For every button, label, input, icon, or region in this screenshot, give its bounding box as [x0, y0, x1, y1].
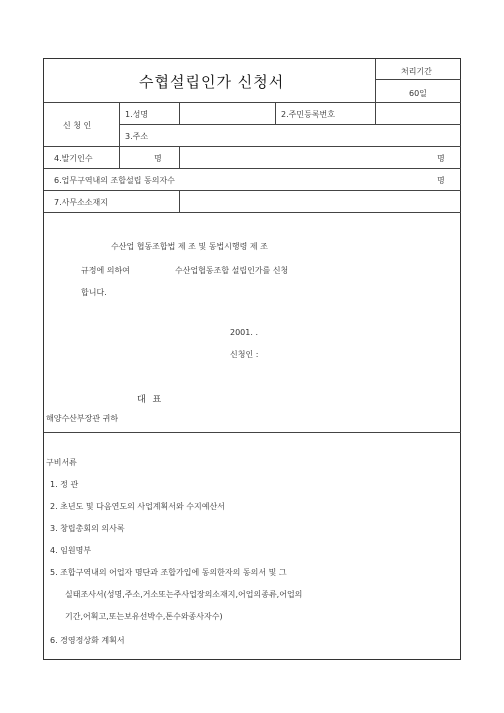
addressee: 해양수산부장관 귀하 — [46, 414, 119, 423]
rule-founders-bottom — [44, 168, 461, 169]
consent-unit: 명 — [437, 176, 445, 185]
rule-founders-mid — [179, 146, 180, 168]
attachment-item-continued: 기간,어획고,또는보유선박수,톤수와종사자수) — [65, 612, 223, 621]
rule-applicant-bottom — [44, 146, 461, 147]
attachment-item: 3. 창립총회의 의사록 — [50, 524, 125, 533]
application-form — [43, 58, 461, 660]
rule-body-bottom — [44, 432, 461, 433]
attachment-item: 6. 경영정상화 계획서 — [50, 636, 125, 645]
rule-applicant-mid — [119, 124, 461, 125]
office-location-label: 7.사무소소재지 — [54, 198, 109, 207]
signer-label: 신청인 : — [230, 350, 259, 359]
rule-office-bottom — [44, 212, 461, 213]
form-title: 수협설립인가 신청서 — [139, 73, 285, 91]
rule-name-value — [179, 102, 180, 124]
rule-processing — [375, 79, 461, 80]
rule-applicant-label — [119, 102, 120, 146]
application-text-line-2a: 규정에 의하여 — [81, 266, 130, 275]
attachment-item: 2. 초년도 및 다음연도의 사업계획서와 수지예산서 — [50, 502, 225, 511]
application-text-line-2b: 수산업협동조합 설립인가를 신청 — [175, 266, 289, 275]
founders-label: 4.발기인수 — [54, 154, 93, 163]
representative-label: 대 표 — [137, 395, 164, 405]
rule-consent-bottom — [44, 190, 461, 191]
rule-processing-left — [375, 59, 376, 124]
consent-count-label: 6.업무구역내의 조합설립 동의자수 — [54, 176, 175, 185]
founders-unit-2: 명 — [437, 154, 445, 163]
attachment-item: 5. 조합구역내의 어업자 명단과 조합가입에 동의한자의 동의서 및 그 — [50, 568, 287, 577]
attachment-item: 4. 임원명부 — [50, 546, 92, 555]
application-text-line-1: 수산업 협동조합법 제 조 및 동법시행령 제 조 — [111, 242, 268, 251]
applicant-label: 신 청 인 — [63, 121, 92, 130]
rule-founders-label — [119, 146, 120, 168]
attachments-heading: 구비서류 — [46, 458, 77, 467]
address-label: 3.주소 — [125, 132, 149, 141]
rule-id-label — [275, 102, 276, 124]
attachment-item: 1. 정 관 — [50, 480, 79, 489]
name-label: 1.성명 — [125, 110, 149, 119]
founders-unit: 명 — [154, 154, 162, 163]
resident-id-label: 2.주민등록번호 — [281, 110, 336, 119]
application-text-line-3: 합니다. — [81, 288, 107, 297]
attachment-item-continued: 실태조사서(성명,주소,거소또는주사업장의소재지,어업의종류,어업의 — [65, 590, 303, 599]
processing-period-value: 60일 — [409, 89, 427, 98]
rule-header-bottom — [44, 102, 461, 103]
processing-period-label: 처리기간 — [401, 67, 432, 76]
rule-office-label — [179, 190, 180, 212]
date-field: 2001. . — [230, 328, 258, 337]
